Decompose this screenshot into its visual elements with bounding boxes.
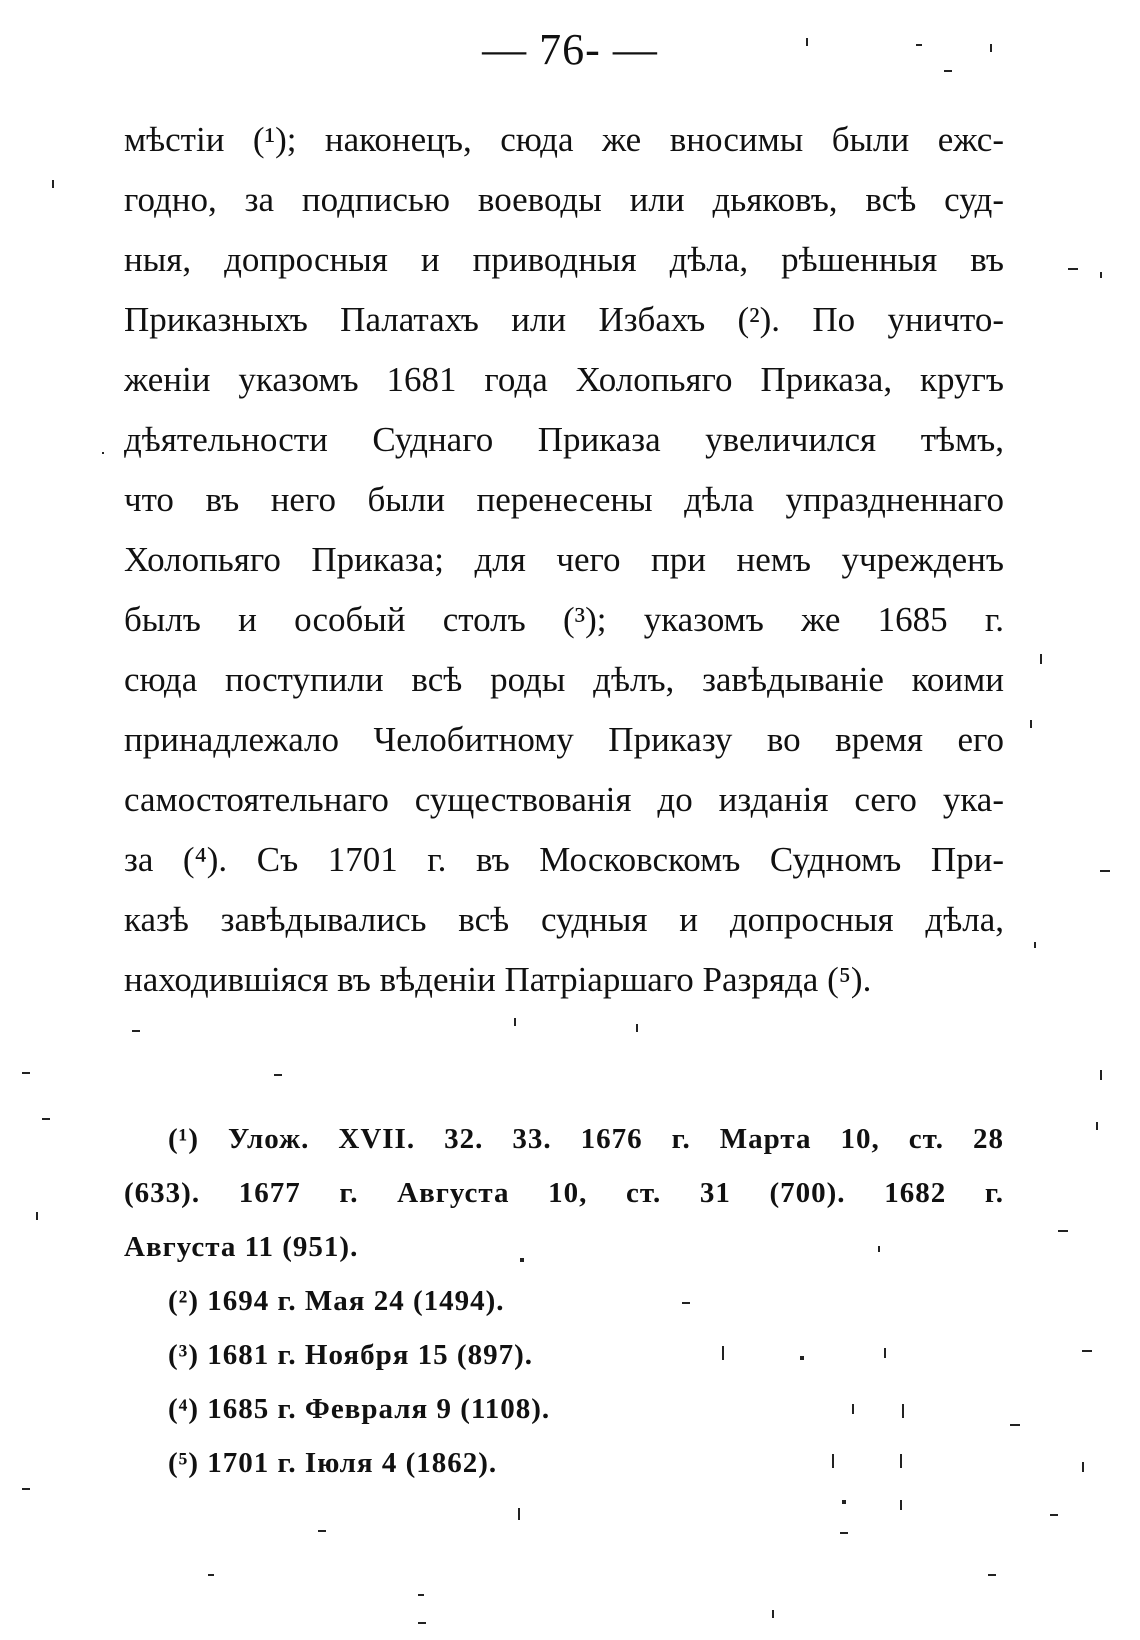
- speck: [842, 1500, 846, 1504]
- speck: [208, 1574, 214, 1576]
- footnote-4: (⁴) 1685 г. Февраля 9 (1108).: [168, 1393, 551, 1425]
- body-line: Холопьяго Приказа; для чего при немъ учрежденъ: [124, 540, 1004, 579]
- speck: [636, 1024, 638, 1032]
- body-line: казѣ завѣдывались всѣ судныя и допросныя дѣла,: [124, 900, 1004, 939]
- speck: [418, 1594, 424, 1596]
- footnote-1-line-1: (¹) Улож. XVII. 32. 33. 1676 г. Марта 10, ст. 28: [168, 1123, 1004, 1155]
- body-line: сюда поступили всѣ роды дѣлъ, завѣдываніе коими: [124, 660, 1004, 699]
- speck: [514, 1018, 516, 1026]
- speck: [42, 1118, 50, 1120]
- speck: [1010, 1424, 1020, 1426]
- speck: [772, 1610, 774, 1618]
- footnote-1-line-3: Августа 11 (951).: [124, 1231, 359, 1263]
- speck: [1050, 1514, 1058, 1516]
- speck: [1082, 1462, 1084, 1472]
- speck: [1068, 268, 1078, 270]
- body-line: дѣятельности Суднаго Приказа увеличился тѣмъ,: [124, 420, 1004, 459]
- speck: [132, 1030, 140, 1032]
- body-text: [124, 110, 1004, 1010]
- speck: [22, 1072, 30, 1074]
- body-line: мѣстіи (¹); наконецъ, сюда же вносимы были ежс-: [124, 120, 1004, 159]
- footnote-5: (⁵) 1701 г. Іюля 4 (1862).: [168, 1447, 498, 1479]
- speck: [1030, 720, 1032, 728]
- body-line: самостоятельнаго существованія до изданія сего ука-: [124, 780, 1004, 819]
- speck: [22, 1488, 30, 1490]
- speck: [102, 452, 104, 454]
- body-line: принадлежало Челобитному Приказу во время его: [124, 720, 1004, 759]
- speck: [1058, 1230, 1068, 1232]
- speck: [1096, 1122, 1098, 1130]
- page-number: — 76- —: [482, 25, 658, 74]
- footnote-2: (²) 1694 г. Мая 24 (1494).: [168, 1285, 505, 1317]
- footnote-3: (³) 1681 г. Ноября 15 (897).: [168, 1339, 533, 1371]
- body-line: Приказныхъ Палатахъ или Избахъ (²). По уничто-: [124, 300, 1004, 339]
- speck: [36, 1212, 38, 1220]
- speck: [840, 1532, 848, 1534]
- body-line: ныя, допросныя и приводныя дѣла, рѣшенныя въ: [124, 240, 1004, 279]
- speck: [1100, 272, 1102, 278]
- footnote-1-line-2: (633). 1677 г. Августа 10, ст. 31 (700). 1682 г.: [124, 1177, 1004, 1209]
- body-line: за (⁴). Съ 1701 г. въ Московскомъ Судномъ При-: [124, 840, 1004, 879]
- speck: [1034, 942, 1036, 948]
- speck: [900, 1500, 902, 1510]
- speck: [318, 1530, 326, 1532]
- speck: [1040, 654, 1042, 664]
- speck: [988, 1574, 996, 1576]
- body-line: былъ и особый столъ (³); указомъ же 1685 г.: [124, 600, 1004, 639]
- speck: [1082, 1350, 1092, 1352]
- speck: [52, 180, 54, 188]
- speck: [1100, 1070, 1102, 1080]
- body-line: находившіяся въ вѣденіи Патріаршаго Разряда (⁵).: [124, 960, 872, 999]
- speck: [418, 1622, 426, 1624]
- body-line: годно, за подписью воеводы или дьяковъ, всѣ суд-: [124, 180, 1004, 219]
- footnotes: [124, 1112, 1004, 1490]
- speck: [1100, 870, 1110, 872]
- body-line: женіи указомъ 1681 года Холопьяго Приказа, кругъ: [124, 360, 1004, 399]
- body-line: что въ него были перенесены дѣла упраздненнаго: [124, 480, 1004, 519]
- speck: [518, 1508, 520, 1520]
- speck: [274, 1074, 282, 1076]
